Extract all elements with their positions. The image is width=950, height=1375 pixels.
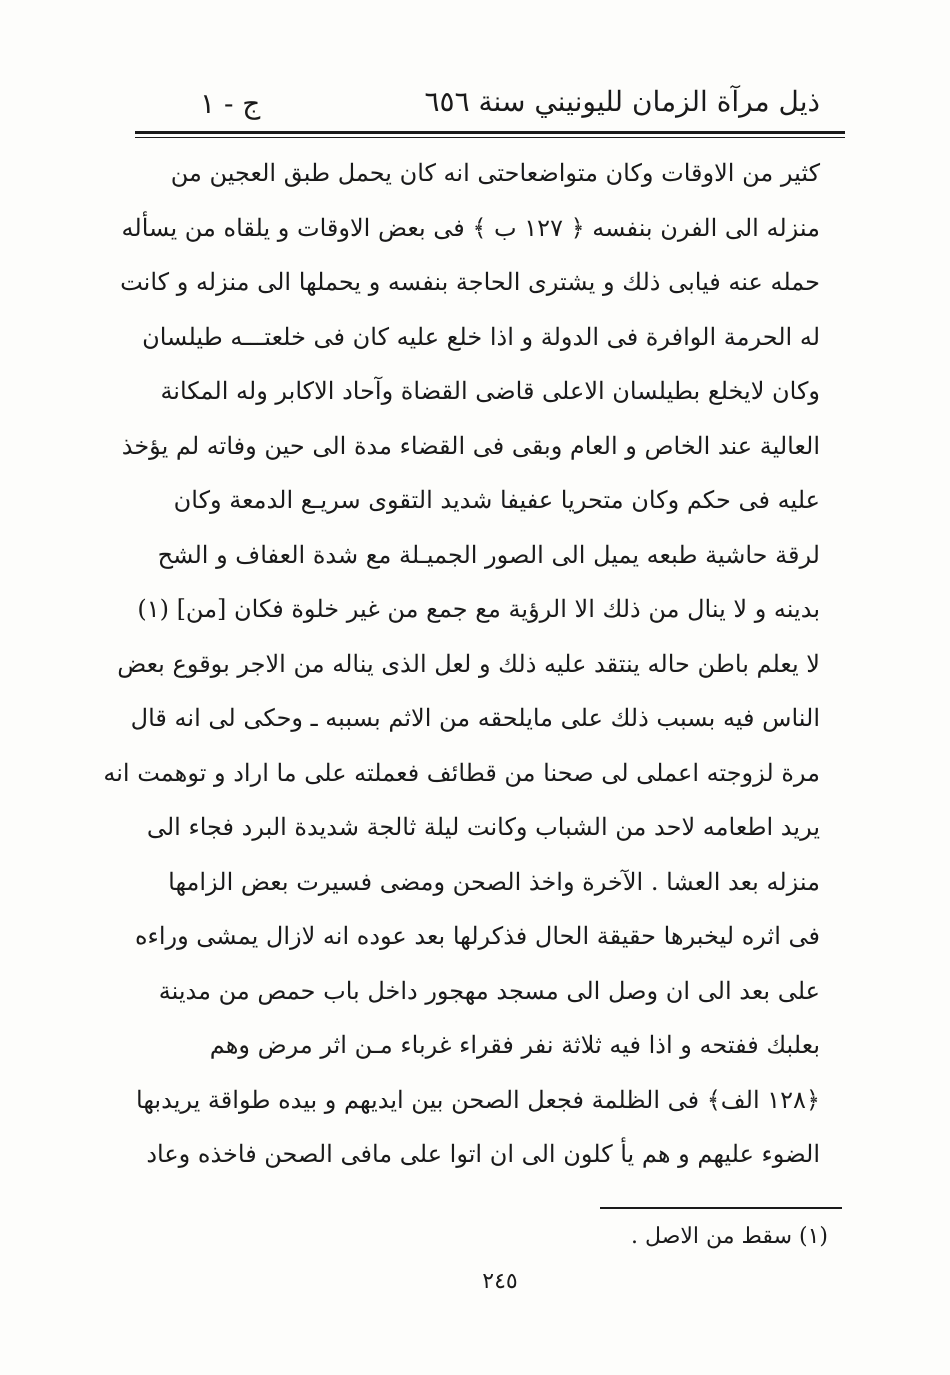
header-rule-thin: [135, 137, 845, 138]
text-line: على بعد الى ان وصل الى مسجد مهجور داخل باب حمص من مدينة: [158, 976, 820, 1005]
text-line: بعلبك ففتحه و اذا فيه ثلاثة نفر فقراء غرباء مـن اثر مرض وهم: [209, 1031, 820, 1059]
page-number: ٢٤٥: [482, 1269, 518, 1294]
text-line: لا يعلم باطن حاله ينتقد عليه ذلك و لعل الذى يناله من الاجر بوقوع بعض: [117, 649, 820, 678]
text-line: لرقة حاشية طبعه يميل الى الصور الجميـلة مع شدة العفاف و الشح: [157, 540, 820, 569]
text-line: الضوء عليهم و هم يأ كلون الى ان اتوا على مافى الصحن فاخذه وعاد: [146, 1140, 820, 1168]
text-line: حمله عنه فيابى ذلك و يشترى الحاجة بنفسه و يحملها الى منزله و كانت: [120, 268, 820, 296]
text-line: ﴿١٢٨ الف﴾ فى الظلمة فجعل الصحن بين ايديهم و بيده طواقة يريدبها: [136, 1085, 820, 1114]
footnote-rule: [600, 1207, 842, 1209]
text-line: فى اثره ليخبرها حقيقة الحال فذكرلها بعد عوده انه لازال يمشى وراءه: [134, 922, 820, 950]
text-line: الناس فيه بسبب ذلك على مايلحقه من الاثم بسببه ـ وحكى لى انه قال: [130, 704, 820, 732]
running-title: ذيل مرآة الزمان لليونيني سنة ٦٥٦: [424, 85, 820, 118]
text-line: منزله بعد العشا . الآخرة واخذ الصحن ومضى فسيرت بعض الزامها: [168, 867, 820, 896]
text-line: وكان لايخلع بطيلسان الاعلى قاضى القضاة وآحاد الاكابر وله المكانة: [160, 377, 820, 405]
running-header: [130, 72, 820, 128]
text-line: كثير من الاوقات وكان متواضعاحتى انه كان يحمل طبق العجين من: [170, 159, 820, 187]
body-text: [103, 146, 820, 1182]
text-line: له الحرمة الوافرة فى الدولة و اذا خلع عليه كان فى خلعتـــه طيلسان: [142, 322, 820, 351]
header-rule-thick: [135, 131, 845, 134]
text-line: العالية عند الخاص و العام وبقى فى القضاء مدة الى حين وفاته لم يؤخذ: [121, 431, 820, 460]
footnote: (١) سقط من الاصل .: [631, 1224, 828, 1249]
text-line: يريد اطعامه لاحد من الشباب وكانت ليلة ثالجة شديدة البرد فجاء الى: [146, 813, 820, 841]
text-line: عليه فى حكم وكان متحريا عفيفا شديد التقوى سريـع الدمعة وكان: [173, 486, 820, 514]
text-line: منزله الى الفرن بنفسه ﴿ ١٢٧ ب ﴾ فى بعض الاوقات و يلقاه من يسأله: [121, 213, 820, 242]
text-line: بدينه و لا ينال من ذلك الا الرؤية مع جمع من غير خلوة فكان [من] (١): [137, 595, 820, 623]
text-line: مرة لزوجته اعملى لى صحنا من قطائف فعملته على ما اراد و توهمت انه: [103, 758, 820, 787]
volume-number: ج - ١: [200, 87, 261, 120]
